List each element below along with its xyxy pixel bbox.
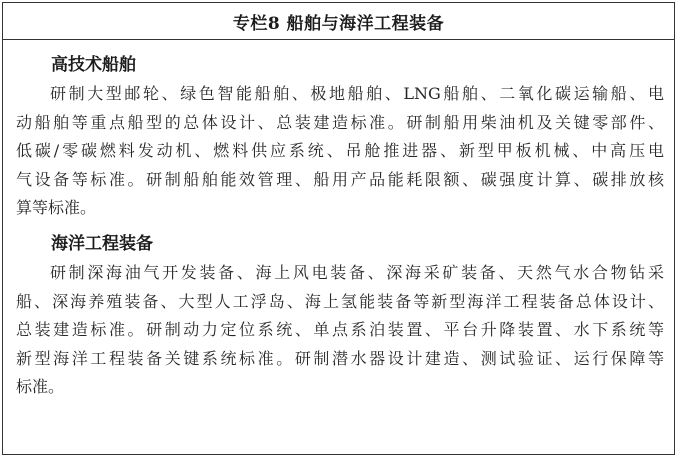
section-paragraph — [16, 80, 664, 223]
paragraph-line: 气设备等标准。研制船舶能效管理、船用产品能耗限额、碳强度计算、碳排放核 — [16, 169, 664, 189]
box-content — [3, 40, 674, 402]
section-high-tech-ships — [16, 50, 664, 223]
paragraph-line: 新型海洋工程装备关键系统标准。研制潜水器设计建造、测试验证、运行保障等 — [16, 348, 664, 368]
paragraph-line: 动船舶等重点船型的总体设计、总装建造标准。研制船用柴油机及关键零部件、 — [16, 112, 664, 132]
box-title: 专栏8 船舶与海洋工程装备 — [3, 3, 674, 40]
paragraph-line: 低碳/零碳燃料发动机、燃料供应系统、吊舱推进器、新型甲板机械、中高压电 — [16, 141, 664, 161]
section-heading: 高技术船舶 — [51, 55, 136, 75]
paragraph-line: 算等标准。 — [16, 198, 97, 218]
section-paragraph — [16, 259, 664, 402]
column-box — [2, 2, 675, 455]
section-heading: 海洋工程装备 — [51, 233, 153, 254]
paragraph-line: 研制深海油气开发装备、海上风电装备、深海采矿装备、天然气水合物钻采 — [50, 262, 664, 282]
paragraph-line: 总装建造标准。研制动力定位系统、单点系泊装置、平台升降装置、水下系统等 — [16, 320, 664, 340]
section-marine-engineering — [16, 229, 664, 402]
paragraph-line: 标准。 — [16, 377, 65, 397]
paragraph-line: 研制大型邮轮、绿色智能船舶、极地船舶、LNG船舶、二氧化碳运输船、电 — [50, 84, 664, 103]
paragraph-line: 船、深海养殖装备、大型人工浮岛、海上氢能装备等新型海洋工程装备总体设计、 — [16, 291, 664, 311]
